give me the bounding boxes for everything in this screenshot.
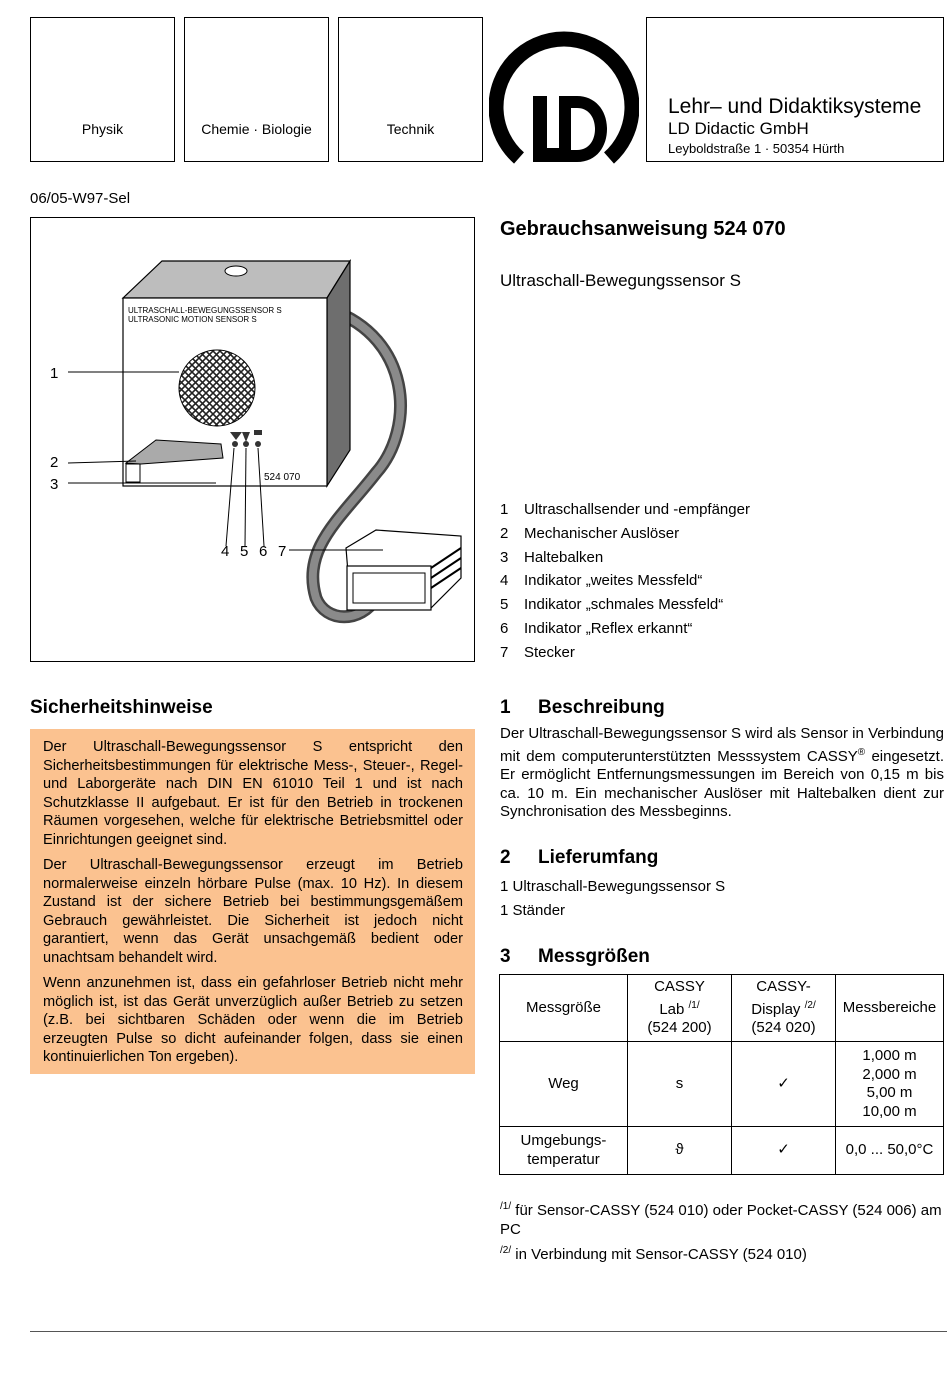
table-cell — [500, 1127, 628, 1175]
header-text: CASSY- — [756, 978, 811, 996]
section-title: Messgrößen — [538, 946, 650, 967]
callout-5: 5 — [240, 543, 249, 560]
cell-text: temperatur — [527, 1150, 600, 1168]
callout-4: 4 — [221, 543, 230, 560]
range-cell — [836, 1042, 944, 1127]
header-box-chemie — [184, 17, 329, 162]
ld-logo — [489, 10, 639, 170]
section-title: Lieferumfang — [538, 847, 659, 868]
document-code: 06/05-W97-Sel — [30, 190, 131, 207]
registered-mark: ® — [857, 746, 866, 758]
legend-number: 5 — [500, 596, 509, 614]
header-label-chemie: Chemie · Biologie — [201, 121, 312, 137]
checkmark-icon: ✓ — [732, 1127, 836, 1175]
legend-text: Indikator „weites Messfeld“ — [524, 572, 703, 590]
range-value: 2,000 m — [862, 1065, 917, 1083]
header-text: Lab — [659, 1000, 685, 1018]
header-text: Display — [751, 1000, 801, 1018]
checkmark-icon: ✓ — [732, 1042, 836, 1127]
footnote-mark: /2/ — [804, 999, 816, 1011]
delivery-item: 1 Ultraschall-Bewegungssensor S — [500, 878, 726, 895]
footnote — [500, 1241, 946, 1264]
footnote-mark: /2/ — [500, 1245, 512, 1256]
description-text-a: Der Ultraschall-Bewegungssensor S wird als Sensor in Verbindung mit dem computerunterstützten Messsystem CASSY — [500, 725, 944, 765]
company-address-line: Leyboldstraße 1 · 50354 Hürth — [668, 141, 845, 156]
delivery-list — [500, 875, 725, 923]
legend-item — [500, 548, 750, 572]
header-text: (524 200) — [647, 1019, 712, 1037]
range-value: 5,00 m — [866, 1084, 913, 1101]
parts-legend — [500, 500, 750, 667]
section-title: Beschreibung — [538, 697, 665, 718]
section-1-heading — [500, 697, 665, 719]
legend-text: Indikator „Reflex erkannt“ — [524, 619, 693, 637]
footnote — [500, 1197, 946, 1239]
footnote-mark: /1/ — [688, 999, 700, 1011]
legend-number: 2 — [500, 524, 509, 542]
footnote-text: für Sensor-CASSY (524 010) oder Pocket-CASSY (524 006) am PC — [500, 1202, 942, 1238]
callout-6: 6 — [259, 543, 268, 560]
header-label-physik: Physik — [81, 121, 124, 137]
section-number: 1 — [500, 697, 511, 718]
section-2-heading — [500, 847, 658, 869]
legend-text: Mechanischer Auslöser — [524, 524, 680, 542]
legend-number: 4 — [500, 572, 509, 590]
header-cell: Messbereiche — [836, 975, 944, 1042]
table-row — [500, 1127, 944, 1175]
legend-item — [500, 643, 750, 667]
legend-item — [500, 595, 750, 619]
legend-item — [500, 524, 750, 548]
measurement-table — [499, 974, 944, 1175]
callout-2: 2 — [50, 454, 59, 471]
company-address — [668, 95, 921, 159]
legend-number: 7 — [500, 643, 509, 661]
table-row — [500, 1042, 944, 1127]
company-name-line2: LD Didactic GmbH — [668, 119, 809, 138]
footnote-text: in Verbindung mit Sensor-CASSY (524 010) — [511, 1246, 807, 1263]
footnote-mark: /1/ — [500, 1201, 512, 1212]
legend-text: Ultraschallsender und -empfänger — [524, 501, 750, 518]
table-cell: ϑ — [628, 1127, 732, 1175]
range-value: 10,00 m — [862, 1102, 917, 1120]
legend-text: Stecker — [524, 643, 575, 661]
legend-text: Indikator „schmales Messfeld“ — [524, 596, 724, 614]
section-1-text — [500, 725, 944, 822]
range-value: 1,000 m — [862, 1047, 917, 1064]
speaker-grille — [179, 350, 255, 426]
legend-item — [500, 571, 750, 595]
document-title: Gebrauchsanweisung 524 070 — [500, 218, 786, 240]
table-cell: 0,0 ... 50,0°C — [836, 1127, 944, 1175]
legend-item — [500, 500, 750, 524]
legend-text: Haltebalken — [524, 548, 604, 566]
sensor-label-line1: ULTRASCHALL-BEWEGUNGSSENSOR S — [128, 306, 282, 315]
table-cell: Weg — [500, 1042, 628, 1127]
delivery-item: 1 Ständer — [500, 902, 566, 919]
cell-text: Umgebungs- — [520, 1132, 607, 1149]
safety-paragraph: Der Ultraschall-Bewegungssensor erzeugt im Betrieb normalerweise einzeln hörbare Pulse (max. 10 Hz). In diesem Zustand ist der sichere Betrieb bei bestimmungsgemäßem Gebrauch gewährleistet. Die Sicherheit ist jedoch nicht garantiert, wenn das Gerät unsachgemäß bedient oder unachtsam behandelt wird. — [43, 857, 463, 966]
callout-3: 3 — [50, 476, 59, 493]
header-label-technik: Technik — [386, 121, 435, 137]
safety-paragraph: Wenn anzunehmen ist, dass ein gefahrloser Betrieb nicht mehr möglich ist, ist das Gerät unverzüglich außer Betrieb zu setzen (z.B. bei sichtbaren Schäden oder wenn die im Betrieb erzeugten Pulse so dicht aufeinander folgen, dass sie einen kontinuierlichen Ton ergeben). — [43, 975, 463, 1065]
section-number: 2 — [500, 847, 511, 868]
safety-paragraph: Der Ultraschall-Bewegungssensor S entspricht den Sicherheitsbestimmungen für elektrische Mess-, Steuer-, Regel- und Laborgeräte nach DIN EN 61010 Teil 1 und ist nach Schutzklasse II aufgebaut. Er ist für den Betrieb in trockenen Räumen vorgesehen, welche für elektrische Betriebsmittel oder Einrichtungen geeignet sind. — [43, 739, 463, 848]
sensor-illustration — [31, 218, 474, 661]
safety-heading: Sicherheitshinweise — [30, 697, 213, 718]
header-box-physik — [30, 17, 175, 162]
callout-1: 1 — [50, 365, 59, 382]
header-text: CASSY — [654, 978, 705, 996]
legend-number: 1 — [500, 501, 509, 518]
safety-notice-box — [30, 729, 475, 1074]
callout-7: 7 — [278, 543, 287, 560]
sensor-label-line2: ULTRASONIC MOTION SENSOR S — [128, 315, 257, 324]
header-cell-cassy-lab — [628, 975, 732, 1042]
description-text-b: eingesetzt. Er ermöglicht Entfernungsmessungen im Bereich von 0,15 m bis ca. 10 m. Ein mechanischer Auslöser mit Haltebalken dient zur Synchronisation des Messbeginns. — [500, 747, 944, 820]
header-cell-cassy-display — [732, 975, 836, 1042]
footnotes — [500, 1197, 946, 1264]
header-cell: Messgröße — [500, 975, 628, 1042]
bottom-rule — [30, 1331, 947, 1332]
company-name-line1: Lehr– und Didaktiksysteme — [668, 95, 922, 118]
legend-item — [500, 619, 750, 643]
section-3-heading — [500, 946, 650, 968]
table-header-row — [500, 975, 944, 1042]
header-box-technik — [338, 17, 483, 162]
legend-number: 3 — [500, 548, 509, 566]
document-subtitle: Ultraschall-Bewegungssensor S — [500, 271, 741, 290]
table-cell: s — [628, 1042, 732, 1127]
header-text: (524 020) — [751, 1019, 816, 1037]
sensor-model-number: 524 070 — [264, 472, 301, 483]
section-number: 3 — [500, 946, 511, 967]
sensor-side-face — [327, 261, 350, 486]
legend-number: 6 — [500, 619, 509, 637]
